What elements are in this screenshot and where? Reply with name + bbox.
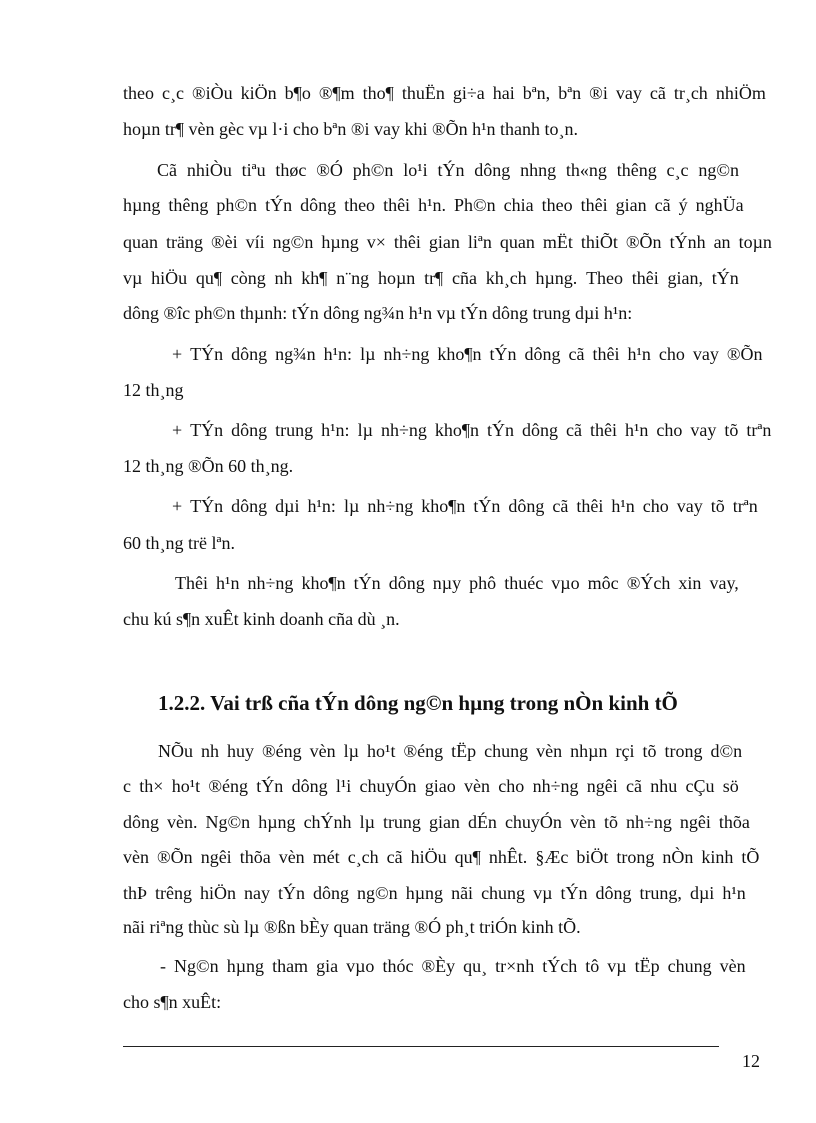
word: TÝn [190, 344, 224, 364]
word: - [160, 956, 166, 976]
word: ®èi [210, 232, 238, 252]
word: vµo [551, 573, 580, 593]
word: xin [678, 573, 702, 593]
word: ®éng [208, 776, 249, 796]
word: dông [231, 344, 268, 364]
word: tr×nh [495, 956, 535, 976]
footer-rule [123, 1046, 719, 1047]
word: cã [386, 847, 403, 867]
paragraph-line [123, 82, 766, 106]
word: kho¶n [301, 573, 346, 593]
word: quan [123, 232, 158, 252]
word: nÒn [662, 847, 694, 867]
word: dµi [689, 883, 715, 903]
word: hiÖn [200, 883, 236, 903]
paragraph-line [123, 267, 739, 291]
word: ngêi [586, 776, 618, 796]
word: vèn. [167, 812, 198, 832]
word: + [172, 344, 183, 364]
word: h¹n. [418, 195, 446, 215]
word: cho [642, 496, 669, 516]
word: nh÷ng [367, 496, 414, 516]
word: trong [616, 847, 655, 867]
word: th× [139, 776, 164, 796]
word: thuËn [401, 83, 445, 103]
word: th«ng [565, 160, 607, 180]
word: lµ [343, 496, 360, 516]
word: bªn [558, 83, 582, 103]
word: nghÜa [695, 195, 744, 215]
word: h¹n: [307, 496, 336, 516]
word: thuéc [504, 573, 544, 593]
paragraph-line: 12 th¸ng [123, 380, 184, 400]
word: ®Õn [625, 232, 662, 252]
word: thøc [275, 160, 307, 180]
word: ng©n [357, 883, 398, 903]
paragraph-line [160, 955, 746, 979]
word: nh [201, 741, 219, 761]
word: tô [585, 956, 600, 976]
word: vay [676, 496, 703, 516]
word: h¹n: [321, 420, 350, 440]
word: tÝn [489, 344, 517, 364]
word: nhµn [570, 741, 608, 761]
word: hai [492, 83, 515, 103]
word: chung [484, 741, 529, 761]
word: c [123, 776, 131, 796]
word: nhiÒu [186, 160, 232, 180]
word: gian [615, 195, 647, 215]
word: sö [722, 776, 739, 796]
word: tõ [710, 496, 725, 516]
word: gian, [667, 268, 704, 288]
word: + [172, 420, 183, 440]
word: tÝch [542, 956, 578, 976]
word: tÝn [265, 195, 293, 215]
word: theo [123, 83, 154, 103]
word: nhÊt. [488, 847, 528, 867]
paragraph-line [158, 740, 743, 764]
word: cho [658, 344, 685, 364]
word: gian [428, 232, 460, 252]
word: trung [275, 420, 314, 440]
word: vµo [346, 956, 375, 976]
word: tÝn [437, 160, 465, 180]
word: nh÷ng [380, 420, 427, 440]
word: lµ [357, 420, 373, 440]
word: thêi [393, 232, 421, 252]
word: cho [656, 420, 683, 440]
word: cã [654, 195, 671, 215]
paragraph-line: 60 th¸ng trë lªn. [123, 533, 235, 553]
word: h¹n [624, 420, 649, 440]
word: thêi [383, 195, 411, 215]
word: chÝnh [303, 812, 352, 832]
paragraph-line [123, 775, 739, 799]
word: còng [230, 268, 266, 288]
word: tÝn [353, 573, 381, 593]
word: nh÷ng [383, 344, 430, 364]
word: dông [508, 496, 545, 516]
word: vµ [607, 956, 627, 976]
word: tÝn [256, 776, 284, 796]
word: ®éng [262, 741, 302, 761]
word: thêi [592, 344, 620, 364]
word: h¹n: [323, 344, 353, 364]
word: b¶o [284, 83, 311, 103]
word: ngêi [200, 847, 232, 867]
word: tham [272, 956, 309, 976]
word: h¹n [216, 573, 240, 593]
word: nhiÖm [715, 83, 766, 103]
word: tÝn [278, 883, 305, 903]
word: + [172, 496, 183, 516]
word: h¹n [722, 883, 746, 903]
word: Ng©n [174, 956, 219, 976]
word: nµy [432, 573, 462, 593]
word: h¹n [611, 496, 635, 516]
word: chung [667, 956, 712, 976]
word: an [713, 232, 731, 252]
word: tõ [642, 741, 657, 761]
word: quan [499, 232, 535, 252]
word: tho¶ [362, 83, 394, 103]
paragraph-line [123, 882, 746, 906]
word: gian [428, 812, 460, 832]
word: vèn [464, 776, 491, 796]
word: bªn, [522, 83, 551, 103]
word: lµ [343, 741, 360, 761]
word: ho¹t [171, 776, 201, 796]
page-number: 12 [742, 1051, 760, 1071]
word: ®Èy [421, 956, 456, 976]
paragraph-line [123, 194, 744, 218]
word: toµn [738, 232, 772, 252]
paragraph-line [172, 343, 763, 367]
word: träng [166, 232, 203, 252]
word: tÝnh [669, 232, 706, 252]
word: tõ [603, 812, 618, 832]
word: thêi [631, 268, 659, 288]
word: vèn [123, 847, 149, 867]
paragraph-line: chu kú s¶n xuÊt kinh doanh cña dù ¸n. [123, 609, 400, 629]
word: tr¶ [424, 268, 444, 288]
paragraph-line [175, 572, 739, 596]
word: thêng [168, 195, 209, 215]
word: kho¶n [434, 420, 479, 440]
word: Theo [586, 268, 624, 288]
word: vèn [278, 847, 305, 867]
word: cã [625, 776, 642, 796]
paragraph-line [172, 495, 758, 519]
word: nhng [520, 160, 557, 180]
word: hµng [226, 956, 265, 976]
word: môc [587, 573, 619, 593]
word: d©n [710, 741, 743, 761]
word: cña [451, 268, 477, 288]
word: dông [595, 883, 632, 903]
word: dông [291, 776, 328, 796]
word: vay, [709, 573, 739, 593]
word: chuyÓn [359, 776, 417, 796]
word: dông [388, 573, 425, 593]
word: dông [231, 496, 268, 516]
word: vay [615, 83, 642, 103]
word: Thêi [175, 573, 208, 593]
word: thõa [239, 847, 271, 867]
word: n¨ng [336, 268, 370, 288]
word: cã [649, 83, 666, 103]
word: hµng. [535, 268, 578, 288]
word: nh [274, 268, 293, 288]
word: c¸c [162, 83, 184, 103]
word: cã [565, 420, 582, 440]
word: dông [300, 195, 337, 215]
paragraph-line [123, 811, 750, 835]
word: kiÖn [240, 83, 277, 103]
word: gia [316, 956, 339, 976]
word: chuyÓn [504, 812, 562, 832]
word: thêi [580, 195, 608, 215]
word: hµng [123, 195, 161, 215]
word: biÖt [576, 847, 609, 867]
word: TÝn [190, 420, 224, 440]
word: thõa [718, 812, 750, 832]
word: trong [664, 741, 703, 761]
word: huy [227, 741, 254, 761]
word: tËp [451, 741, 477, 761]
paragraph-line [157, 159, 739, 183]
paragraph-line: dông ®îc ph©n thµnh: tÝn dông ng¾n h¹n vµ tÝn dông trung dµi h¹n: [123, 303, 633, 323]
word: vèn [309, 741, 336, 761]
word: kh¸ch [485, 268, 527, 288]
word: TÝn [190, 496, 224, 516]
word: ng©n [698, 160, 739, 180]
word: cã [552, 496, 569, 516]
paragraph-line [172, 419, 772, 443]
word: dông [521, 420, 558, 440]
word: l¹i [335, 776, 352, 796]
word: kho¶n [437, 344, 482, 364]
word: mét [312, 847, 340, 867]
word: kinh [701, 847, 734, 867]
word: tÝn [711, 268, 739, 288]
word: nhu [650, 776, 678, 796]
word: chung [481, 883, 526, 903]
word: tr¸ch [673, 83, 708, 103]
word: ®¶m [318, 83, 355, 103]
word: dông [313, 883, 349, 903]
word: víi [245, 232, 265, 252]
word: ph©n [216, 195, 258, 215]
paragraph-line: 12 th¸ng ®Õn 60 th¸ng. [123, 456, 294, 476]
word: v× [366, 232, 386, 252]
word: trªn [746, 420, 772, 440]
word: cÇu [685, 776, 715, 796]
word: vèn [569, 812, 596, 832]
word: kh¶ [301, 268, 328, 288]
word: chia [503, 195, 534, 215]
word: vèn [719, 956, 746, 976]
word: hµng [258, 812, 296, 832]
word: vµ [533, 883, 553, 903]
word: ng¾n [275, 344, 316, 364]
word: Cã [157, 160, 177, 180]
word: ®Õn [726, 344, 763, 364]
word: theo [541, 195, 573, 215]
section-heading: 1.2.2. Vai trß cña tÝn dông ng©n hµng trong nÒn kinh tÕ [158, 691, 678, 715]
word: thiÕt [580, 232, 618, 252]
paragraph-line: cho s¶n xuÊt: [123, 992, 222, 1012]
word: tõ [724, 420, 739, 440]
word: tÝn [486, 420, 514, 440]
word: ph©n [352, 160, 394, 180]
word: lµ [359, 812, 375, 832]
word: qu¸ [463, 956, 488, 976]
word: ng©n [272, 232, 314, 252]
word: qu¶ [454, 847, 481, 867]
word: vµ [123, 268, 143, 288]
word: tÝn [473, 496, 501, 516]
word: ®Õn [157, 847, 193, 867]
word: dông [474, 160, 511, 180]
word: mËt [542, 232, 573, 252]
word: ®éng [403, 741, 444, 761]
word: ngêi [679, 812, 711, 832]
word: dông [231, 420, 268, 440]
word: vèn [536, 741, 563, 761]
paragraph-line [123, 846, 760, 870]
word: trªn [732, 496, 758, 516]
word: nh÷ng [532, 776, 579, 796]
word: liªn [467, 232, 492, 252]
word: tËp [634, 956, 660, 976]
word: tÝn [560, 883, 588, 903]
word: phô [469, 573, 497, 593]
word: hiÖu [410, 847, 447, 867]
word: ®iÒu [191, 83, 233, 103]
word: nh÷ng [247, 573, 294, 593]
word: theo [344, 195, 376, 215]
word: ®Ó [316, 160, 343, 180]
word: cã [568, 344, 585, 364]
paragraph-line: hoµn tr¶ vèn gèc vµ l·i cho bªn ®i vay khi ®Õn h¹n thanh to¸n. [123, 119, 579, 139]
word: ý [678, 195, 688, 215]
word: hµng [321, 232, 359, 252]
word: lµ [360, 344, 376, 364]
word: nh÷ng [625, 812, 672, 832]
word: c¸c [666, 160, 689, 180]
word: c¸ch [347, 847, 379, 867]
word: qu¶ [195, 268, 223, 288]
word: NÕu [158, 741, 193, 761]
word: dµi [275, 496, 300, 516]
word: hiÖu [151, 268, 188, 288]
word: dông [524, 344, 561, 364]
word: trung, [639, 883, 682, 903]
word: tiªu [241, 160, 266, 180]
word: hµng [405, 883, 444, 903]
paragraph-line: nãi riªng thùc sù lµ ®ßn bÈy quan träng ®Ó ph¸t triÓn kinh tÕ. [123, 917, 581, 937]
word: vay [692, 344, 719, 364]
word: ®i [589, 83, 608, 103]
word: dÉn [467, 812, 497, 832]
word: ®Ých [626, 573, 671, 593]
word: thêi [589, 420, 617, 440]
word: cho [498, 776, 525, 796]
word: thÞ [123, 883, 148, 903]
word: kho¶n [421, 496, 466, 516]
word: tÕ [741, 847, 760, 867]
word: nay [244, 883, 270, 903]
word: thóc [382, 956, 414, 976]
word: ho¹t [367, 741, 396, 761]
word: trung [382, 812, 421, 832]
word: giao [424, 776, 456, 796]
word: h¹n [627, 344, 651, 364]
word: lo¹i [403, 160, 428, 180]
word: trêng [155, 883, 192, 903]
word: thêng [616, 160, 657, 180]
word: gi÷a [452, 83, 485, 103]
paragraph-line [123, 231, 772, 255]
word: Ng©n [205, 812, 251, 832]
word: vay [690, 420, 717, 440]
word: dông [123, 812, 159, 832]
word: Ph©n [453, 195, 496, 215]
word: hoµn [377, 268, 416, 288]
word: thêi [576, 496, 604, 516]
word: §Æc [535, 847, 569, 867]
word: nãi [451, 883, 474, 903]
word: rçi [615, 741, 635, 761]
